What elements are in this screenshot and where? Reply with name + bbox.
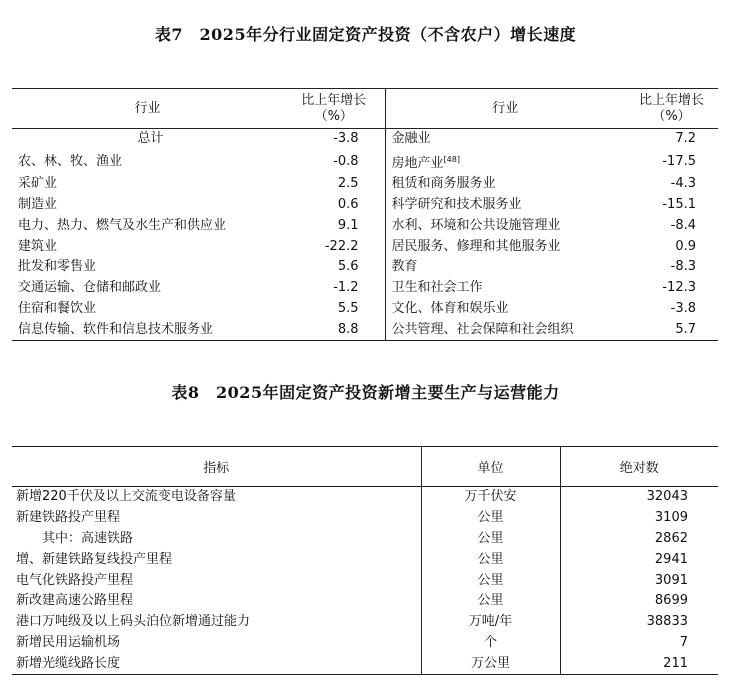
indicator-name: 港口万吨级及以上码头泊位新增通过能力 [12,612,421,633]
industry-name: 电力、热力、燃气及水生产和供应业 [18,217,227,233]
indicator-name: 新增220千伏及以上交流变电设备容量 [12,487,421,508]
table-row [12,591,718,612]
indicator-unit: 公里 [421,549,560,570]
header-industry-right: 行业 [385,89,625,129]
growth-value: 2.5 [283,174,385,195]
indicator-unit: 万千伏安 [421,487,560,508]
industry-name: 水利、环境和公共设施管理业 [391,217,561,233]
indicator-value: 3109 [654,510,688,526]
growth-value: -22.2 [283,236,385,257]
header-growth-left [283,89,385,129]
indicator-unit: 公里 [421,508,560,529]
table7-title: 表7 2025年分行业固定资产投资（不含农户）增长速度 [154,25,577,44]
table-row [12,278,718,299]
table-row [12,195,718,216]
growth-value: 9.1 [283,215,385,236]
industry-name: 教育 [391,259,418,275]
growth-value: -0.8 [283,150,385,174]
indicator-value: 7 [679,634,688,650]
growth-value: 0.6 [283,195,385,216]
table-row [12,299,718,320]
footnote-ref[interactable]: [48] [443,154,460,164]
growth-value: 5.6 [283,257,385,278]
industry-name: 公共管理、社会保障和社会组织 [385,319,625,340]
industry-name: 居民服务、修理和其他服务业 [391,238,561,254]
table-row [12,150,718,174]
industry-name: 住宿和餐饮业 [18,300,97,316]
growth-value: -8.3 [670,259,696,275]
indicator-name: 电气化铁路投产里程 [12,570,421,591]
growth-value: 0.9 [675,238,696,254]
growth-value: -1.2 [283,278,385,299]
industry-name-text: 房地产业 [391,155,444,171]
growth-value: -12.3 [662,280,696,296]
indicator-value: 38833 [646,614,688,630]
industry-name: 采矿业 [18,176,58,192]
header-indicator: 指标 [12,447,421,487]
table-row [12,129,718,150]
table7-header-row [12,89,718,129]
indicator-value: 211 [560,653,718,674]
indicator-name: 新增民用运输机场 [12,633,421,654]
table-row [12,257,718,278]
table-row [12,612,718,633]
header-growth-right-line2: （%） [652,108,691,124]
table-row [12,487,718,508]
industry-name: 建筑业 [18,238,58,254]
industry-name: 租赁和商务服务业 [391,176,496,192]
indicator-value: 3091 [654,572,688,588]
table-row [12,549,718,570]
table-row [12,653,718,674]
growth-value: -15.1 [662,196,696,212]
indicator-value: 2862 [654,530,688,546]
table8 [12,446,718,675]
indicator-name: 新建铁路投产里程 [12,508,421,529]
growth-value: 5.5 [283,299,385,320]
indicator-unit: 万公里 [421,653,560,674]
industry-name: 总计 [137,131,164,147]
growth-value: -4.3 [670,176,696,192]
growth-value: -8.4 [670,217,696,233]
growth-value: -3.8 [670,300,696,316]
header-absolute: 绝对数 [560,447,718,487]
header-growth-left-line1: 比上年增长 [301,92,367,108]
industry-name [385,150,625,174]
indicator-unit: 公里 [421,570,560,591]
industry-name: 文化、体育和娱乐业 [391,300,509,316]
indicator-name: 新增光缆线路长度 [12,653,421,674]
header-growth-left-line2: （%） [314,108,353,124]
growth-value: 8.8 [283,319,385,340]
indicator-name: 其中：高速铁路 [12,529,421,550]
industry-name: 信息传输、软件和信息技术服务业 [12,319,283,340]
indicator-value: 2941 [654,551,688,567]
indicator-unit: 万吨/年 [421,612,560,633]
table-row [12,215,718,236]
industry-name: 科学研究和技术服务业 [391,196,522,212]
indicator-name: 增、新建铁路复线投产里程 [12,549,421,570]
indicator-unit: 公里 [421,591,560,612]
indicator-unit: 个 [421,633,560,654]
table8-header-row [12,447,718,487]
table-row [12,319,718,340]
table-row [12,174,718,195]
table-row [12,529,718,550]
industry-name: 批发和零售业 [18,259,97,275]
growth-value: -3.8 [283,129,385,150]
header-industry-left: 行业 [12,89,283,129]
growth-value: 5.7 [625,319,718,340]
table-row [12,633,718,654]
header-unit: 单位 [421,447,560,487]
header-growth-right [625,89,718,129]
growth-value: -17.5 [662,153,696,169]
table-row [12,508,718,529]
table-row [12,570,718,591]
indicator-name: 新改建高速公路里程 [12,591,421,612]
industry-name: 卫生和社会工作 [391,280,483,296]
growth-value: 7.2 [675,131,696,147]
table7 [12,88,718,341]
header-growth-right-line1: 比上年增长 [638,92,704,108]
industry-name: 金融业 [391,131,431,147]
indicator-value: 32043 [646,489,688,505]
indicator-unit: 公里 [421,529,560,550]
industry-name: 制造业 [18,196,58,212]
industry-name: 交通运输、仓储和邮政业 [18,280,162,296]
indicator-value: 8699 [654,593,688,609]
industry-name: 农、林、牧、渔业 [18,153,123,169]
table8-title: 表8 2025年固定资产投资新增主要生产与运营能力 [171,383,560,402]
table-row [12,236,718,257]
